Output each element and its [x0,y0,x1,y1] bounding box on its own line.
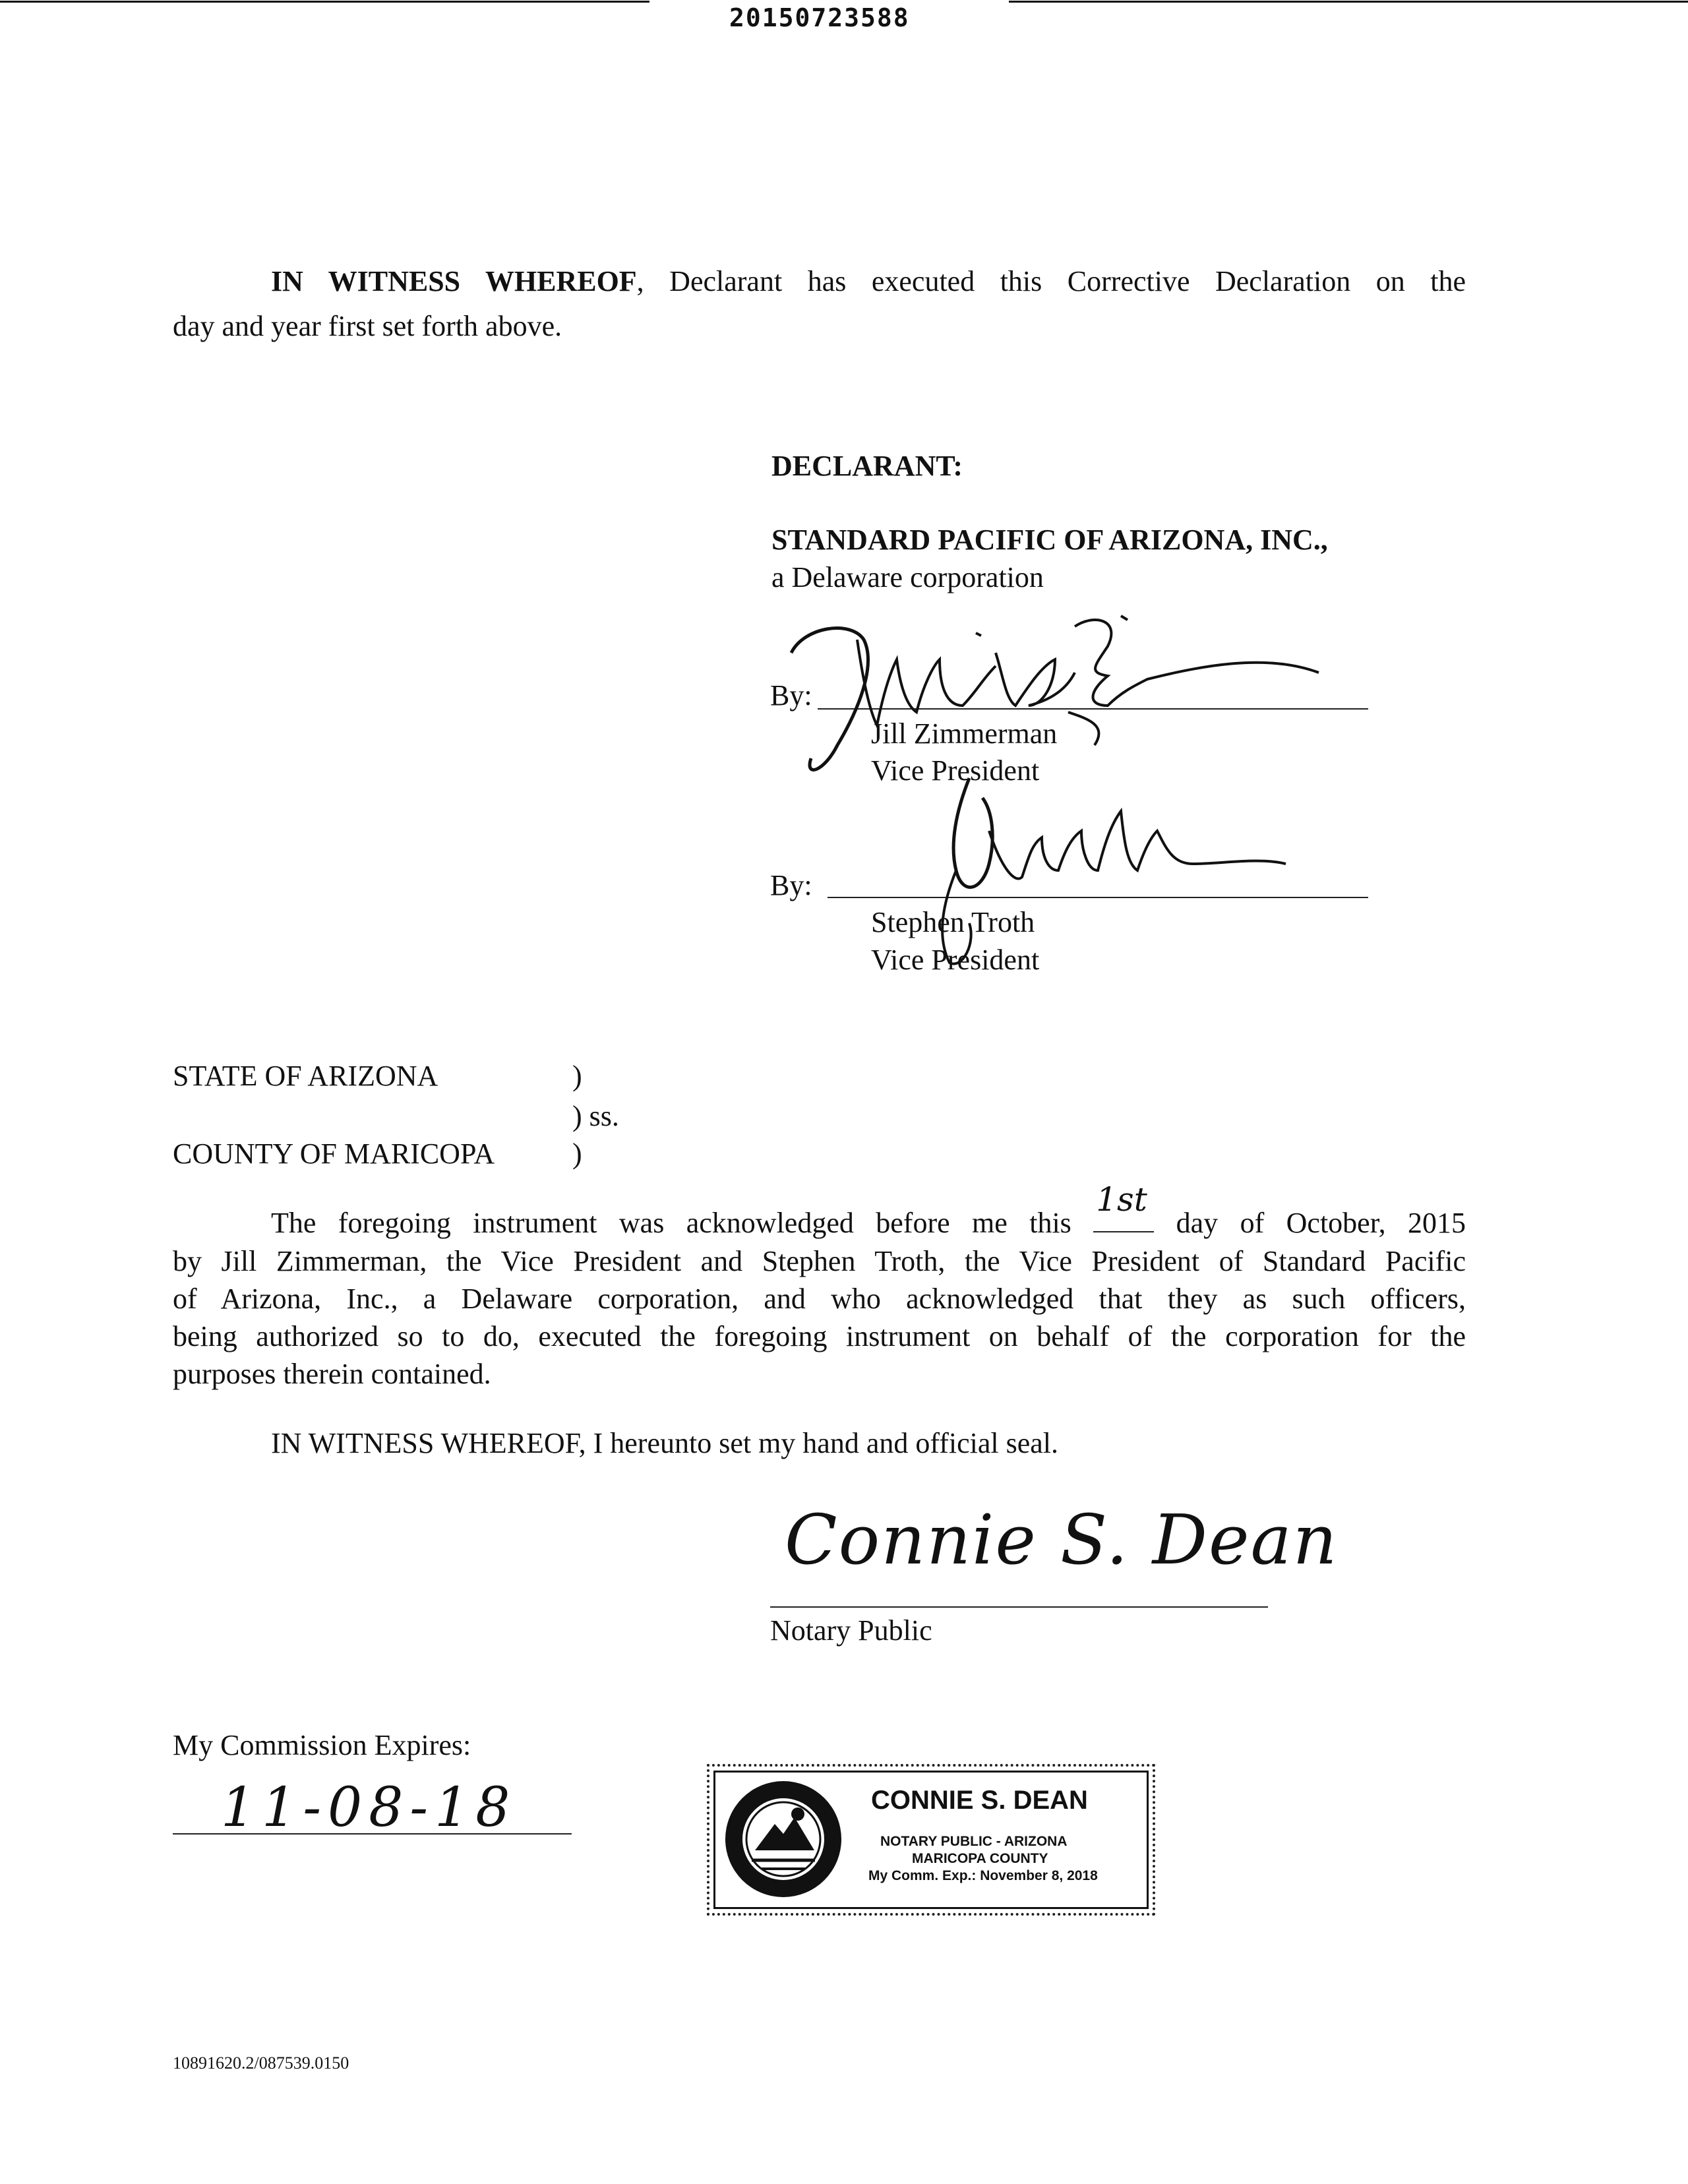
acknowledgment-line-2: by Jill Zimmerman, the Vice President and Stephen Troth, the Vice President of Standard Pacific [173,1245,1466,1277]
witness-bold-lead: IN WITNESS WHEREOF [271,265,637,297]
venue-paren-open: ) [572,1060,582,1092]
venue-county: COUNTY OF MARICOPA [173,1138,495,1170]
signer-1-title: Vice President [871,754,1040,787]
header-rule-left [0,1,649,3]
stamp-line-3: My Comm. Exp.: November 8, 2018 [868,1868,1098,1883]
notary-stamp [713,1771,1149,1909]
signer-1-name: Jill Zimmerman [871,717,1058,750]
notary-signature-line [770,1606,1268,1608]
declarant-company-type: a Delaware corporation [771,561,1044,593]
declarant-company: STANDARD PACIFIC OF ARIZONA, INC., [771,524,1328,556]
acknowledgment-line-1a: The foregoing instrument was acknowledged before me this [271,1207,1071,1239]
document-footer-id: 10891620.2/087539.0150 [173,2053,349,2073]
signer-2-name: Stephen Troth [871,906,1035,938]
witness-clause-rest: , Declarant has executed this Corrective Declaration on the [636,265,1466,297]
commission-date-line [173,1833,572,1835]
acknowledgment-line-1 [271,1180,1466,1242]
stamp-name: CONNIE S. DEAN [871,1786,1088,1815]
stamp-line-1: NOTARY PUBLIC - ARIZONA [880,1834,1068,1849]
signer-1-by-label: By: [770,679,812,712]
venue-paren-close: ) [572,1138,582,1170]
recording-number: 20150723588 [729,3,910,32]
acknowledgment-line-4: being authorized so to do, executed the foregoing instrument on behalf of the corporation for the [173,1320,1466,1352]
venue-ss: ) ss. [572,1100,619,1132]
venue-state: STATE OF ARIZONA [173,1060,438,1092]
notary-witness-clause: IN WITNESS WHEREOF, I hereunto set my hand and official seal. [271,1427,1059,1459]
signer-2-title: Vice President [871,944,1040,976]
witness-clause-line-2: day and year first set forth above. [173,310,562,342]
acknowledgment-handwritten-day: 1st [1096,1180,1147,1219]
header-rule-right [1009,1,1688,3]
notary-seal-icon [722,1778,845,1900]
declarant-heading: DECLARANT: [771,450,963,482]
stamp-line-2: MARICOPA COUNTY [912,1851,1048,1866]
signer-2-by-label: By: [770,869,812,901]
acknowledgment-day-blank [1093,1180,1154,1232]
signer-1-signature [778,613,1358,785]
commission-label: My Commission Expires: [173,1729,471,1761]
acknowledgment-line-5: purposes therein contained. [173,1358,491,1390]
acknowledgment-line-1b: day of October, 2015 [1176,1207,1466,1239]
acknowledgment-line-3: of Arizona, Inc., a Delaware corporation, and who acknowledged that they as such officers, [173,1283,1466,1315]
commission-handwritten-date: 11-08-18 [221,1776,517,1839]
notary-signature: Connie S. Dean [785,1500,1339,1580]
notary-label: Notary Public [770,1614,932,1647]
witness-clause-line-1 [271,262,1466,300]
